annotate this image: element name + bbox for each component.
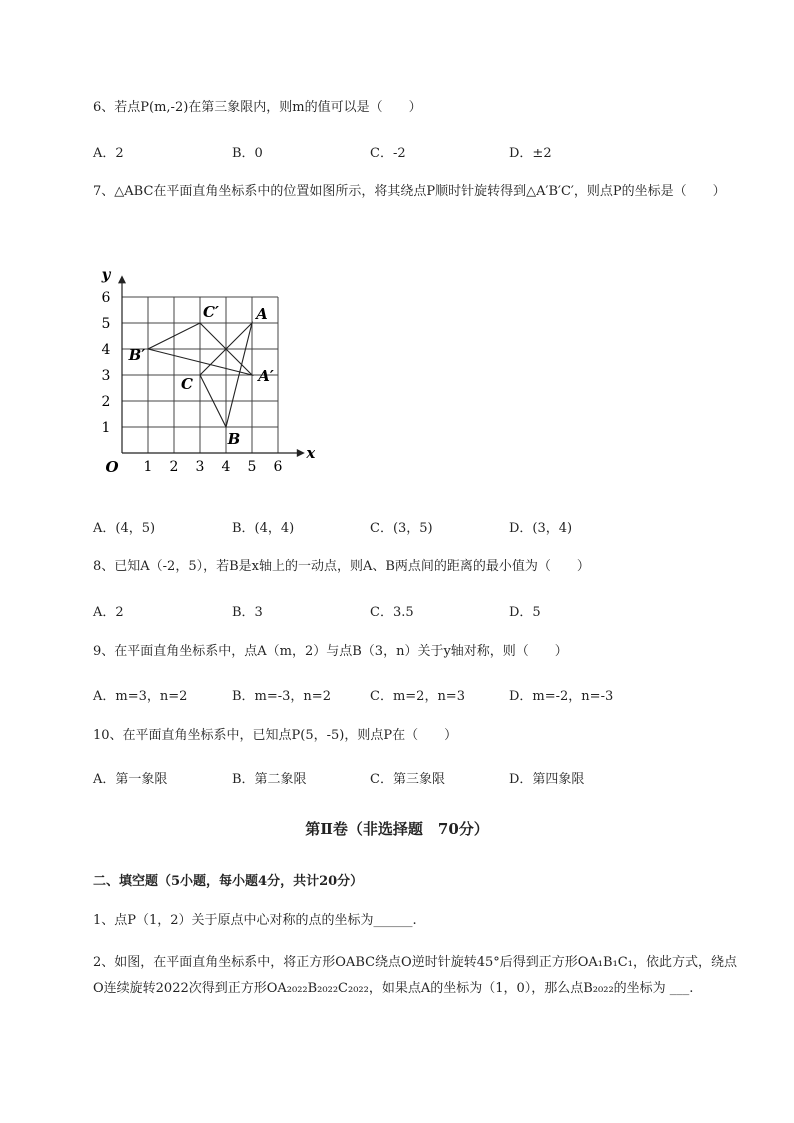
option-b: B．3 [232, 605, 263, 620]
fill-question-2-stem: 2、如图，在平面直角坐标系中，将正方形OABC绕点O逆时针旋转45°后得到正方形OA₁B₁C₁，依此方式，绕点O连续旋转2022次得到正方形OA₂₀₂₂B₂₀₂₂C₂₀₂₂，如果点A的坐标为（1，0），那么点B₂₀₂₂的坐标为 ___. [93, 955, 737, 996]
x-axis-arrow [297, 449, 305, 457]
question-7-options [93, 517, 713, 537]
option-d: D．m=-2，n=-3 [509, 689, 614, 704]
question-9-options [93, 685, 713, 705]
option-c: C．3.5 [370, 605, 414, 620]
fill-question-1-stem: 1、点P（1，2）关于原点中心对称的点的坐标为______. [93, 913, 417, 928]
question-6-stem: 6、若点P(m,-2)在第三象限内，则m的值可以是（ ） [93, 100, 422, 115]
question-6-options [93, 142, 713, 162]
section-title: 第Ⅱ卷（非选择题 70分） [305, 820, 489, 838]
option-d: D．±2 [509, 146, 552, 161]
option-b: B．第二象限 [232, 772, 307, 787]
option-d: D．(3，4) [509, 521, 573, 536]
option-a: A．2 [93, 605, 124, 620]
y-tick-label: 6 [101, 290, 111, 306]
question-9-stem: 9、在平面直角坐标系中，点A（m，2）与点B（3，n）关于y轴对称，则（ ） [93, 644, 568, 659]
x-tick-label: 1 [143, 459, 153, 475]
option-d: D．第四象限 [509, 772, 585, 787]
option-c: C．m=2，n=3 [370, 689, 465, 704]
y-axis-arrow [118, 275, 126, 283]
option-a: A．2 [93, 146, 124, 161]
option-b: B．(4，4) [232, 521, 295, 536]
x-tick-label: 6 [273, 459, 283, 475]
y-tick-label: 5 [101, 316, 111, 332]
option-c: C．(3，5) [370, 521, 433, 536]
point-label-a: A [256, 305, 268, 323]
point-label-c-prime: C′ [203, 303, 219, 321]
part-heading: 二、填空题（5小题，每小题4分，共计20分） [93, 874, 364, 889]
point-label-b: B [227, 430, 241, 448]
y-tick-label: 4 [101, 342, 111, 358]
coordinate-grid-figure [95, 268, 315, 478]
x-tick-label: 5 [247, 459, 257, 475]
y-tick-label: 2 [101, 394, 111, 410]
y-tick-label: 1 [101, 420, 111, 436]
option-b: B．m=-3，n=2 [232, 689, 331, 704]
x-tick-label: 2 [169, 459, 179, 475]
question-10-options [93, 768, 713, 788]
option-b: B．0 [232, 146, 263, 161]
option-d: D．5 [509, 605, 541, 620]
question-10-stem: 10、在平面直角坐标系中，已知点P(5，-5)，则点P在（ ） [93, 728, 458, 743]
option-a: A．m=3，n=2 [93, 689, 188, 704]
point-label-b-prime: B′ [128, 346, 146, 364]
question-7-stem: 7、△ABC在平面直角坐标系中的位置如图所示，将其绕点P顺时针旋转得到△A′B′C′，则点P的坐标是（ ） [93, 184, 726, 199]
point-label-c: C [181, 375, 193, 393]
x-axis-label: x [306, 444, 315, 462]
point-label-a-prime: A′ [258, 367, 274, 385]
option-c: C．-2 [370, 146, 406, 161]
option-c: C．第三象限 [370, 772, 445, 787]
option-a: A．(4，5) [93, 521, 156, 536]
y-tick-label: 3 [101, 368, 111, 384]
origin-label: O [105, 458, 119, 476]
x-tick-label: 3 [195, 459, 205, 475]
question-8-stem: 8、已知A（-2，5），若B是x轴上的一动点，则A、B两点间的距离的最小值为（ ） [93, 559, 590, 574]
y-axis-label: y [101, 268, 111, 284]
question-8-options [93, 601, 713, 621]
option-a: A．第一象限 [93, 772, 168, 787]
x-tick-label: 4 [221, 459, 231, 475]
tick-labels [101, 268, 315, 476]
